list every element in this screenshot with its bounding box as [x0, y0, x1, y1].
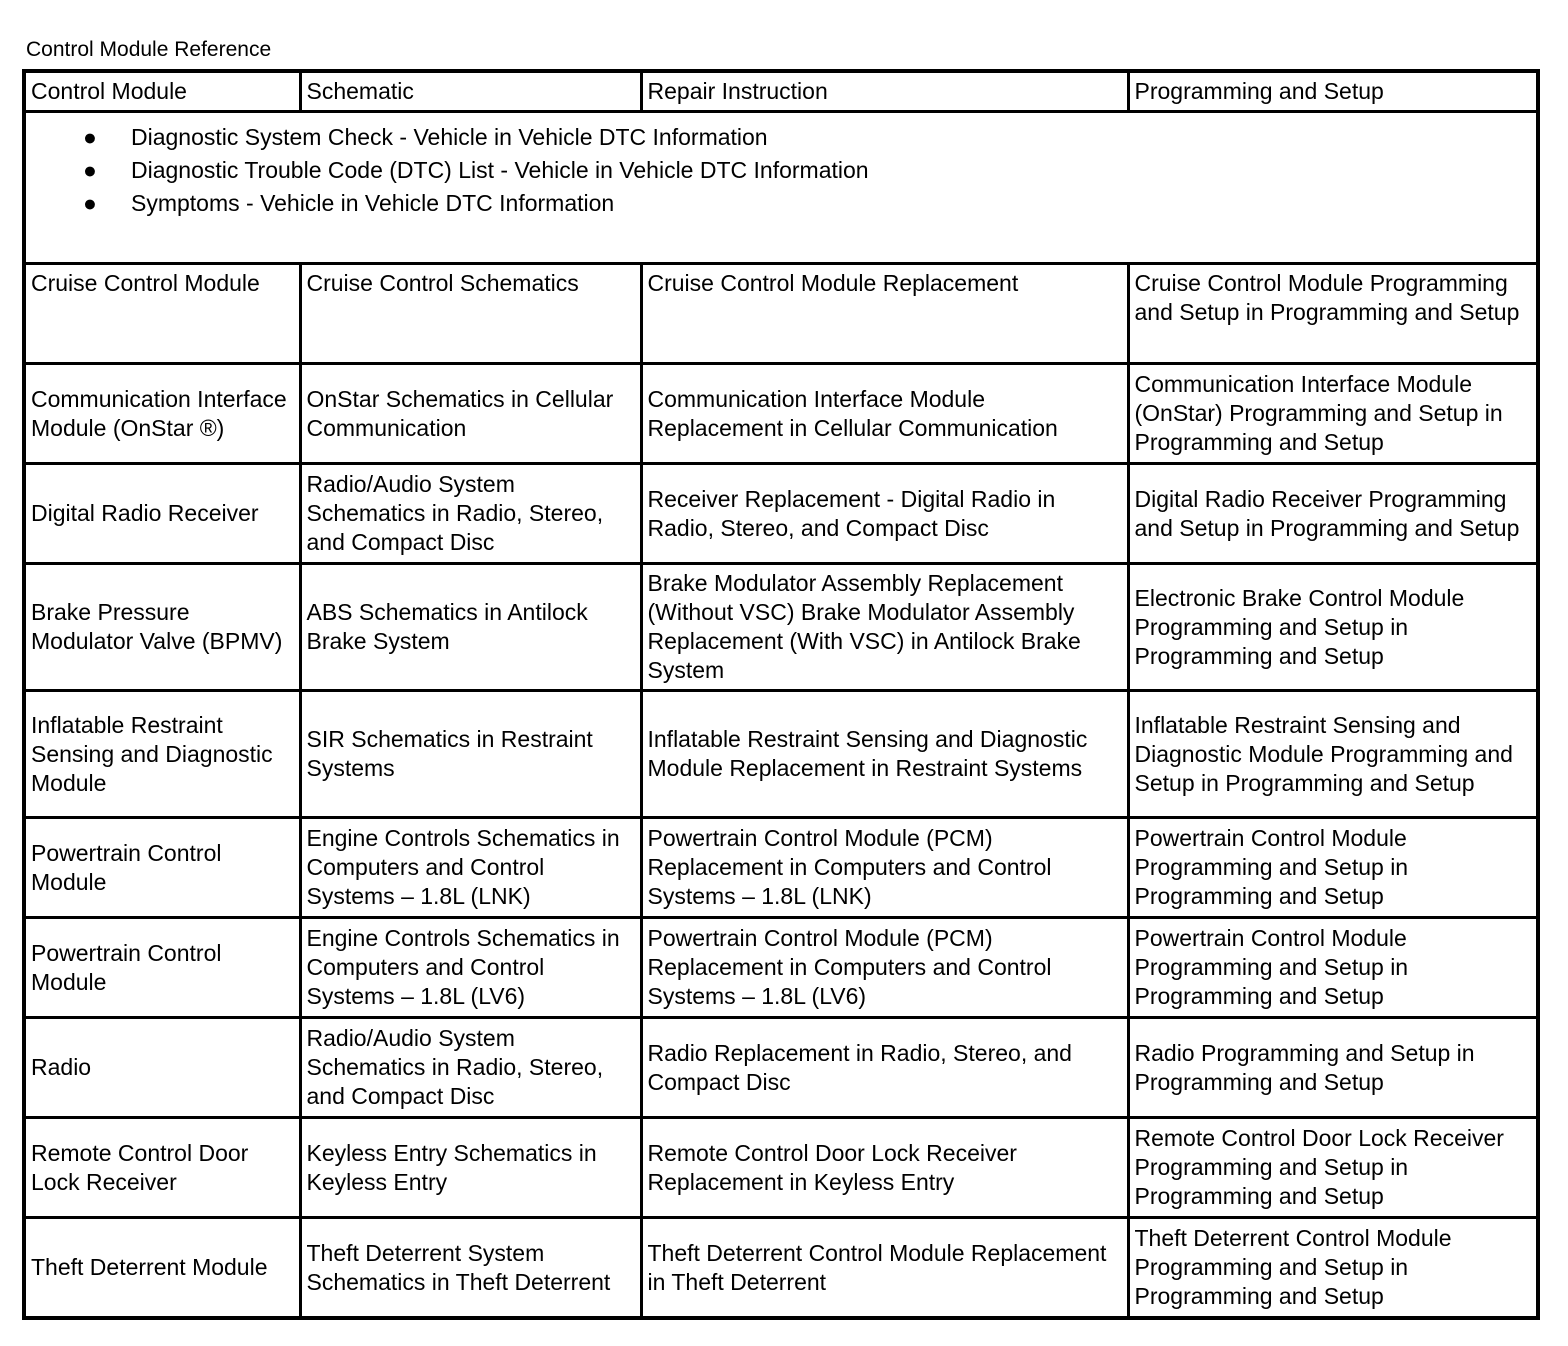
bullet-icon: ● — [83, 124, 97, 150]
table-caption: Control Module Reference — [26, 38, 272, 61]
repair-cell: Cruise Control Module Replacement — [641, 264, 1128, 364]
repair-cell: Receiver Replacement - Digital Radio in Radio, Stereo, and Compact Disc — [641, 464, 1128, 564]
bullet-icon: ● — [83, 190, 97, 216]
table-row — [24, 1118, 1538, 1218]
table-row — [24, 918, 1538, 1018]
table-row — [24, 464, 1538, 564]
column-header-control-module: Control Module — [24, 71, 300, 112]
programming-cell: Radio Programming and Setup in Programming and Setup — [1128, 1018, 1538, 1118]
schematic-cell: Keyless Entry Schematics in Keyless Entry — [300, 1118, 641, 1218]
notes-row — [24, 112, 1538, 264]
schematic-cell: OnStar Schematics in Cellular Communication — [300, 364, 641, 464]
repair-cell: Communication Interface Module Replacement in Cellular Communication — [641, 364, 1128, 464]
programming-cell: Digital Radio Receiver Programming and Setup in Programming and Setup — [1128, 464, 1538, 564]
module-cell: Communication Interface Module (OnStar ®) — [24, 364, 300, 464]
repair-cell: Brake Modulator Assembly Replacement (Without VSC) Brake Modulator Assembly Replacement (With VSC) in Antilock Brake System — [641, 564, 1128, 691]
note-item — [31, 187, 1531, 220]
table-row — [24, 564, 1538, 691]
schematic-cell: Theft Deterrent System Schematics in Theft Deterrent — [300, 1218, 641, 1319]
programming-cell: Powertrain Control Module Programming and Setup in Programming and Setup — [1128, 818, 1538, 918]
notes-cell — [24, 112, 1538, 264]
programming-cell: Powertrain Control Module Programming and Setup in Programming and Setup — [1128, 918, 1538, 1018]
header-row — [24, 71, 1538, 112]
note-text: Symptoms - Vehicle in Vehicle DTC Information — [131, 190, 615, 216]
repair-cell: Powertrain Control Module (PCM) Replacement in Computers and Control Systems – 1.8L (LNK) — [641, 818, 1128, 918]
table-row — [24, 1018, 1538, 1118]
table-row — [24, 364, 1538, 464]
column-header-programming-and-setup: Programming and Setup — [1128, 71, 1538, 112]
note-item — [31, 154, 1531, 187]
schematic-cell: Radio/Audio System Schematics in Radio, Stereo, and Compact Disc — [300, 1018, 641, 1118]
module-cell: Brake Pressure Modulator Valve (BPMV) — [24, 564, 300, 691]
module-cell: Remote Control Door Lock Receiver — [24, 1118, 300, 1218]
schematic-cell: SIR Schematics in Restraint Systems — [300, 691, 641, 818]
column-header-schematic: Schematic — [300, 71, 641, 112]
programming-cell: Communication Interface Module (OnStar) Programming and Setup in Programming and Setup — [1128, 364, 1538, 464]
bullet-icon: ● — [83, 157, 97, 183]
note-text: Diagnostic Trouble Code (DTC) List - Vehicle in Vehicle DTC Information — [131, 157, 869, 183]
schematic-cell: ABS Schematics in Antilock Brake System — [300, 564, 641, 691]
programming-cell: Theft Deterrent Control Module Programming and Setup in Programming and Setup — [1128, 1218, 1538, 1319]
repair-cell: Theft Deterrent Control Module Replacement in Theft Deterrent — [641, 1218, 1128, 1319]
module-cell: Digital Radio Receiver — [24, 464, 300, 564]
note-item — [31, 121, 1531, 154]
programming-cell: Electronic Brake Control Module Programming and Setup in Programming and Setup — [1128, 564, 1538, 691]
module-cell: Inflatable Restraint Sensing and Diagnostic Module — [24, 691, 300, 818]
table-row — [24, 1218, 1538, 1319]
schematic-cell: Radio/Audio System Schematics in Radio, Stereo, and Compact Disc — [300, 464, 641, 564]
notes-list — [31, 121, 1531, 220]
note-text: Diagnostic System Check - Vehicle in Vehicle DTC Information — [131, 124, 768, 150]
column-header-repair-instruction: Repair Instruction — [641, 71, 1128, 112]
module-cell: Radio — [24, 1018, 300, 1118]
table-row — [24, 818, 1538, 918]
control-module-reference-table — [22, 69, 1540, 1320]
programming-cell: Cruise Control Module Programming and Setup in Programming and Setup — [1128, 264, 1538, 364]
table-row — [24, 264, 1538, 364]
schematic-cell: Engine Controls Schematics in Computers and Control Systems – 1.8L (LV6) — [300, 918, 641, 1018]
table-row — [24, 691, 1538, 818]
schematic-cell: Engine Controls Schematics in Computers and Control Systems – 1.8L (LNK) — [300, 818, 641, 918]
module-cell: Powertrain Control Module — [24, 918, 300, 1018]
repair-cell: Inflatable Restraint Sensing and Diagnostic Module Replacement in Restraint Systems — [641, 691, 1128, 818]
schematic-cell: Cruise Control Schematics — [300, 264, 641, 364]
repair-cell: Remote Control Door Lock Receiver Replacement in Keyless Entry — [641, 1118, 1128, 1218]
programming-cell: Remote Control Door Lock Receiver Programming and Setup in Programming and Setup — [1128, 1118, 1538, 1218]
module-cell: Powertrain Control Module — [24, 818, 300, 918]
module-cell: Theft Deterrent Module — [24, 1218, 300, 1319]
repair-cell: Radio Replacement in Radio, Stereo, and Compact Disc — [641, 1018, 1128, 1118]
repair-cell: Powertrain Control Module (PCM) Replacement in Computers and Control Systems – 1.8L (LV6) — [641, 918, 1128, 1018]
module-cell: Cruise Control Module — [24, 264, 300, 364]
programming-cell: Inflatable Restraint Sensing and Diagnostic Module Programming and Setup in Programming and Setup — [1128, 691, 1538, 818]
